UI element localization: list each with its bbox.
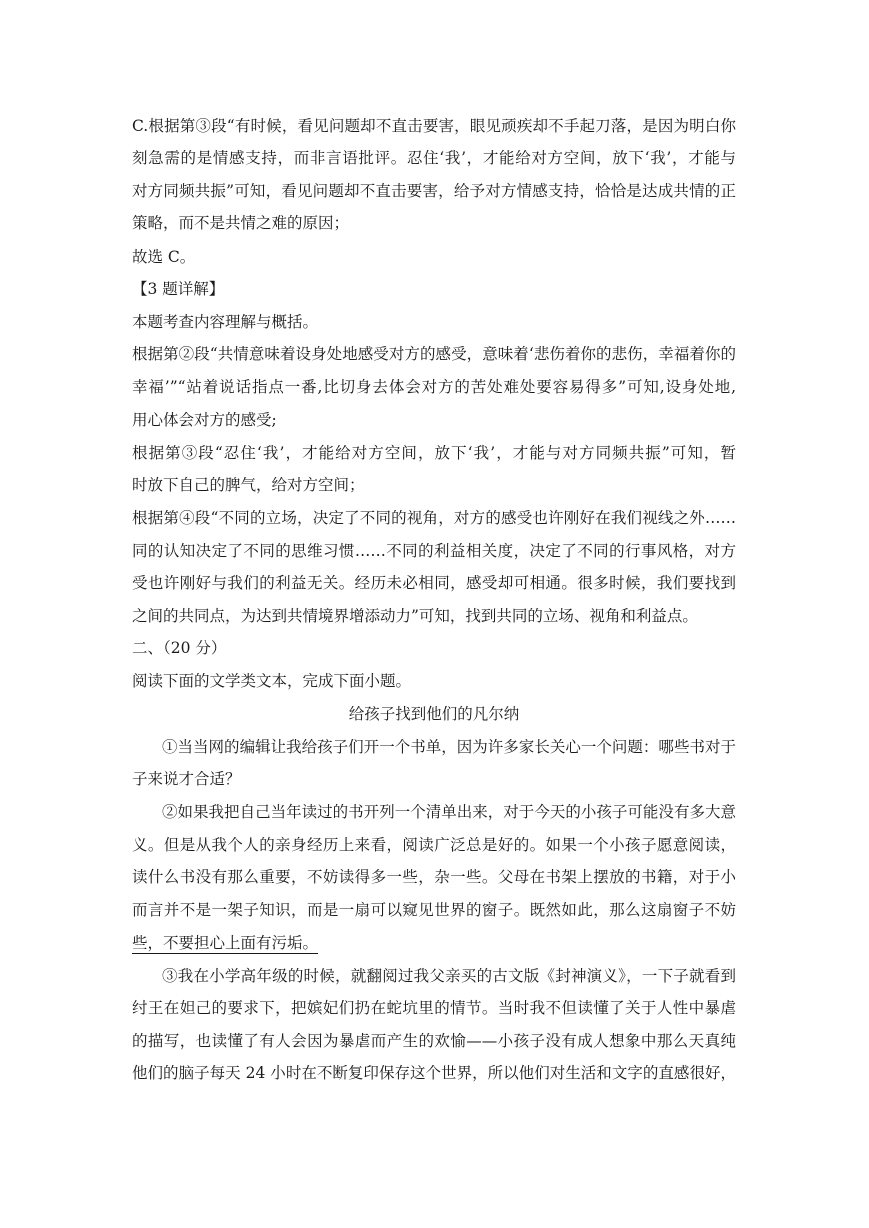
text-line: 对方同频共振”可知，看见问题却不直击要害，给予对方情感支持，恰恰是达成共情的正 xyxy=(132,182,736,200)
text-line: 根据第②段“共情意味着设身处地感受对方的感受，意味着‘悲伤着你的悲伤，幸福着你的 xyxy=(132,345,736,363)
text-line: 阅读下面的文学类文本，完成下面小题。 xyxy=(132,672,412,690)
text-line: 刻急需的是情感支持，而非言语批评。忍住‘我’，才能给对方空间，放下‘我’，才能与 xyxy=(132,149,736,167)
text-line: C.根据第③段“有时候，看见问题却不直击要害，眼见顽疾却不手起刀落，是因为明白你 xyxy=(132,117,736,135)
text-line: 义。但是从我个人的亲身经历上来看，阅读广泛总是好的。如果一个小孩子愿意阅读， xyxy=(132,836,736,854)
text-line: 根据第③段“忍住‘我’，才能给对方空间，放下‘我’，才能与对方同频共振”可知，暂 xyxy=(132,444,736,462)
text-line xyxy=(132,900,736,920)
underlined-sentence: 些，不要担心上面有污垢。 xyxy=(132,934,319,952)
text-line: 故选 C。 xyxy=(132,248,196,266)
text-line xyxy=(132,933,318,953)
text-line: ③我在小学高年级的时候，就翻阅过我父亲买的古文版《封神演义》，一下子就看到 xyxy=(162,967,736,985)
section-heading: 二、（20 分） xyxy=(132,639,227,657)
text-line: 用心体会对方的感受; xyxy=(132,411,277,429)
text-line: ②如果我把自己当年读过的书开列一个清单出来，对于今天的小孩子可能没有多大意 xyxy=(162,803,736,821)
text-line: 他们的脑子每天 24 小时在不断复印保存这个世界，所以他们对生活和文字的直感很好， xyxy=(132,1064,736,1082)
text-line: 时放下自己的脾气，给对方空间； xyxy=(132,476,365,494)
section-heading: 【3 题详解】 xyxy=(132,280,225,298)
text-line: ①当当网的编辑让我给孩子们开一个书单，因为许多家长关心一个问题：哪些书对于 xyxy=(162,738,736,756)
text-line: 读什么书没有那么重要，不妨读得多一些，杂一些。父母在书架上摆放的书籍，对于小 xyxy=(132,868,736,886)
text-line: 受也许刚好与我们的利益无关。经历未必相同，感受却可相通。很多时候，我们要找到 xyxy=(132,574,736,592)
text-line: 同的认知决定了不同的思维习惯……不同的利益相关度，决定了不同的行事风格，对方 xyxy=(132,542,736,560)
text-line: 的描写，也读懂了有人会因为暴虐而产生的欢愉——小孩子没有成人想象中那么天真纯 xyxy=(132,1032,736,1050)
text-line: 策略，而不是共情之难的原因； xyxy=(132,214,350,232)
text-line: 纣王在妲己的要求下，把嫔妃们扔在蛇坑里的情节。当时我不但读懂了关于人性中暴虐 xyxy=(132,999,736,1017)
article-title: 给孩子找到他们的凡尔纳 xyxy=(348,705,520,723)
text-line: 子来说才合适？ xyxy=(132,770,241,788)
underlined-sentence: 那么这扇窗子不妨 xyxy=(609,901,736,919)
text-line: 根据第④段“不同的立场，决定了不同的视角，对方的感受也许刚好在我们视线之外…… xyxy=(132,509,736,527)
text-segment: 而言并不是一架子知识，而是一扇可以窥见世界的窗子。既然如此， xyxy=(132,901,610,919)
text-line: 本题考查内容理解与概括。 xyxy=(132,313,319,331)
text-line: 之间的共同点，为达到共情境界增添动力”可知，找到共同的立场、视角和利益点。 xyxy=(132,607,698,625)
text-line: 幸福’”“站着说话指点一番,比切身去体会对方的苦处难处要容易得多”可知,设身处地, xyxy=(132,378,736,396)
